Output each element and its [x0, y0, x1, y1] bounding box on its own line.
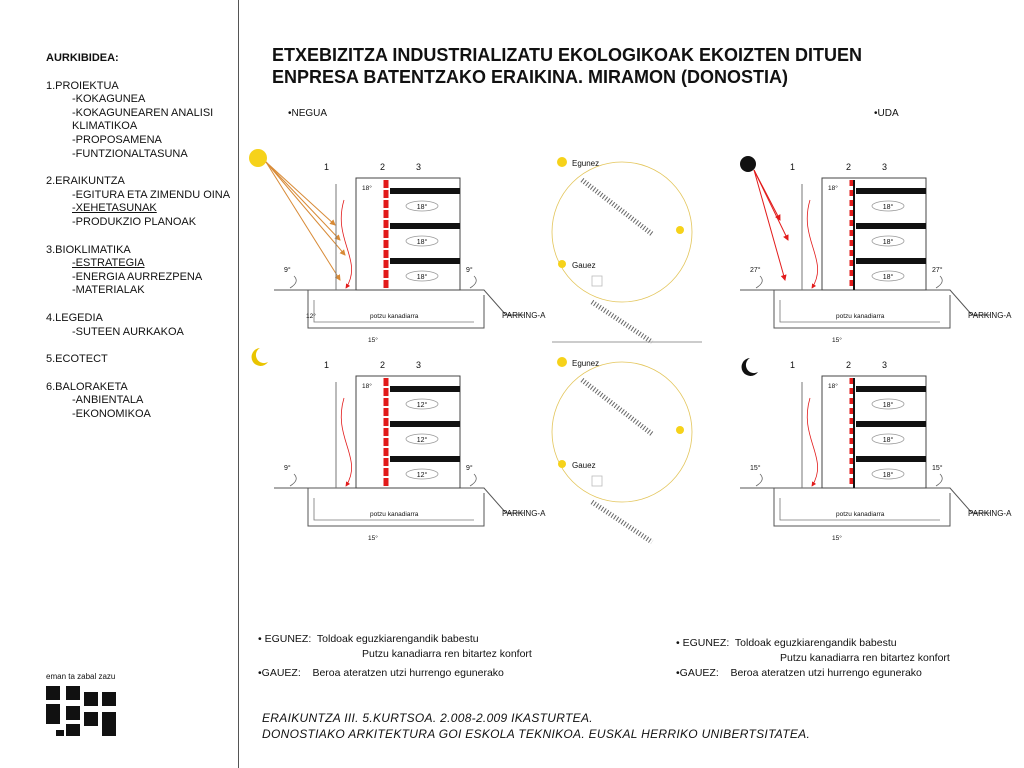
- summer-day-facade-temp: 18°: [828, 185, 838, 192]
- toc-item: -EGITURA ETA ZIMENDU OINA: [72, 188, 231, 201]
- toc-item: -KOKAGUNEA: [72, 93, 146, 106]
- legend-winter-day-text-2: Putzu kanadiarra ren bitartez konfort: [362, 648, 532, 660]
- summer-night-zone-1: 1: [790, 360, 796, 370]
- legend-summer-night-label: •GAUEZ:: [676, 667, 719, 679]
- winter-night-zone-1: 1: [324, 360, 330, 370]
- summer-night-building-section: [740, 360, 1012, 526]
- toc-item: -KOKAGUNEAREN ANALISI: [72, 106, 214, 119]
- winter-day-pool-label: potzu kanadiarra: [370, 313, 419, 320]
- university-logo: [44, 684, 120, 738]
- toc-item: -SUTEEN AURKAKOA: [72, 325, 184, 338]
- winter-ground-temp: 12°: [306, 313, 316, 320]
- floor-slab: [856, 386, 926, 392]
- building-section-mini: [592, 302, 652, 342]
- summer-day-room-temp: 18°: [882, 239, 894, 246]
- legend-winter: [258, 632, 532, 681]
- winter-night-pool-label: potzu kanadiarra: [370, 511, 419, 518]
- sidebar: [0, 0, 238, 768]
- winter-night-zone-2: 2: [380, 360, 386, 370]
- floor-slab: [390, 258, 460, 264]
- sun-arc: [552, 362, 692, 432]
- winter-day-outside-temp-right: 9°: [466, 267, 473, 274]
- toc-section: 1.PROIEKTUA: [46, 79, 119, 92]
- winter-night-outside-temp-left: 9°: [284, 465, 291, 472]
- winter-day-ground-label: 15°: [368, 337, 378, 344]
- season-winter-label: •NEGUA: [288, 108, 328, 119]
- warm-air-flow: [341, 398, 351, 486]
- title-line-1: ETXEBIZITZA INDUSTRIALIZATU EKOLOGIKOAK EKOIZTEN DITUEN: [272, 45, 862, 65]
- winter-day-zone-3: 3: [416, 162, 422, 172]
- air-flow: [936, 474, 942, 486]
- legend-winter-night-text: Beroa ateratzen utzi hurrengo egunerako: [312, 667, 504, 679]
- sun-path-top: [552, 157, 692, 342]
- toc-item: -ESTRATEGIA: [72, 257, 145, 270]
- sun-icon: [558, 460, 566, 468]
- winter-day-facade-temp: 18°: [362, 185, 372, 192]
- summer-day-building-section: [740, 162, 1012, 328]
- winter-night-room-temp: 12°: [416, 437, 428, 444]
- sun-icon: [557, 357, 567, 367]
- summer-night-parking-label: PARKING-A: [968, 509, 1012, 518]
- toc-gap: [46, 339, 230, 353]
- floor-slab: [856, 258, 926, 264]
- summer-night-facade-temp: 18°: [828, 383, 838, 390]
- winter-day-zone-1: 1: [324, 162, 330, 172]
- floor-slab: [390, 223, 460, 229]
- sun-path-bottom: [552, 357, 692, 542]
- floor-slab: [856, 421, 926, 427]
- toc-item: KLIMATIKOA: [72, 120, 138, 133]
- winter-day-room-temp: 18°: [416, 274, 428, 281]
- toc-gap: [46, 421, 230, 435]
- legend-summer: [676, 636, 950, 681]
- air-flow: [936, 276, 942, 288]
- winter-night-building-section: [274, 360, 546, 526]
- sun-ray: [266, 162, 340, 280]
- legend-winter-day-label: • EGUNEZ:: [258, 633, 312, 645]
- logo-caption: eman ta zabal zazu: [46, 672, 116, 681]
- air-flow: [756, 474, 762, 486]
- toc-item: -XEHETASUNAK: [72, 202, 157, 215]
- legend-summer-day-label: • EGUNEZ:: [676, 637, 730, 649]
- toc-section: 2.ERAIKUNTZA: [46, 175, 125, 188]
- warm-air-flow: [807, 398, 817, 486]
- footer-line-2: DONOSTIAKO ARKITEKTURA GOI ESKOLA TEKNIKOA. EUSKAL HERRIKO UNIBERTSITATEA.: [262, 727, 811, 741]
- building-section-mini: [582, 380, 652, 434]
- ground-line: [274, 488, 524, 513]
- building-section-mini: [582, 180, 652, 234]
- legend-summer-night-text: Beroa ateratzen utzi hurrengo egunerako: [730, 667, 922, 679]
- toc-item: -FUNTZIONALTASUNA: [72, 147, 188, 160]
- toc-item: -ANBIENTALA: [72, 394, 144, 407]
- page-title: [272, 44, 1012, 88]
- bioclimatic-diagram: [240, 130, 1020, 560]
- air-flow: [290, 474, 296, 486]
- winter-day-parking-label: PARKING-A: [502, 311, 546, 320]
- winter-night-room-temp: 12°: [416, 402, 428, 409]
- winter-night-ground-label: 15°: [368, 535, 378, 542]
- winter-day-outside-temp-left: 9°: [284, 267, 291, 274]
- sun-path-top-night-label: Gauez: [572, 261, 596, 270]
- floor-slab: [390, 188, 460, 194]
- toc-item: -EKONOMIKOA: [72, 407, 151, 420]
- toc-gap: [46, 298, 230, 312]
- moon-icon: [252, 348, 268, 366]
- toc-heading: AURKIBIDEA:: [46, 52, 119, 64]
- summer-night-room-temp: 18°: [882, 472, 894, 479]
- winter-day-room-temp: 18°: [416, 239, 428, 246]
- summer-night-pool-label: potzu kanadiarra: [836, 511, 885, 518]
- season-summer-label: •UDA: [874, 108, 899, 119]
- sun-path-bottom-night-label: Gauez: [572, 461, 596, 470]
- summer-night-outside-temp-left: 15°: [750, 465, 761, 472]
- vertical-divider: [238, 0, 239, 768]
- summer-day-zone-2: 2: [846, 162, 852, 172]
- toc-gap: [46, 230, 230, 244]
- building-section-mini: [592, 502, 652, 542]
- floor-slab: [390, 386, 460, 392]
- moon-icon-summer: [742, 358, 758, 376]
- title-line-2: ENPRESA BATENTZAKO ERAIKINA. MIRAMON (DONOSTIA): [272, 67, 788, 87]
- summer-day-outside-temp-right: 27°: [932, 267, 943, 274]
- floor-slab: [856, 456, 926, 462]
- summer-night-zone-3: 3: [882, 360, 888, 370]
- toc-section: 6.BALORAKETA: [46, 380, 128, 393]
- air-flow: [470, 276, 476, 288]
- air-flow: [756, 276, 762, 288]
- toc-section: 5.ECOTECT: [46, 353, 108, 366]
- winter-night-room-temp: 12°: [416, 472, 428, 479]
- summer-day-room-temp: 18°: [882, 204, 894, 211]
- winter-day-building-section: [274, 162, 546, 328]
- mini-box: [592, 276, 602, 286]
- toc-section: 3.BIOKLIMATIKA: [46, 243, 131, 256]
- winter-night-zone-3: 3: [416, 360, 422, 370]
- toc-item: -PROPOSAMENA: [72, 133, 162, 146]
- summer-night-outside-temp-right: 15°: [932, 465, 943, 472]
- summer-day-room-temp: 18°: [882, 274, 894, 281]
- floor-slab: [856, 223, 926, 229]
- summer-day-parking-label: PARKING-A: [968, 311, 1012, 320]
- winter-night-outside-temp-right: 9°: [466, 465, 473, 472]
- winter-day-zone-2: 2: [380, 162, 386, 172]
- legend-winter-day-text: Toldoak eguzkiarengandik babestu: [316, 633, 479, 645]
- summer-night-zone-2: 2: [846, 360, 852, 370]
- sun-icon: [676, 226, 684, 234]
- toc-gap: [46, 161, 230, 175]
- legend-summer-day-text: Toldoak eguzkiarengandik babestu: [734, 637, 897, 649]
- ground-line: [274, 290, 524, 315]
- summer-day-ground-label: 15°: [832, 337, 842, 344]
- toc-section: 4.LEGEDIA: [46, 311, 103, 324]
- sun-ray: [266, 162, 345, 255]
- sun-icon: [676, 426, 684, 434]
- toc-item: -PRODUKZIO PLANOAK: [72, 215, 197, 228]
- floor-slab: [390, 421, 460, 427]
- summer-day-pool-label: potzu kanadiarra: [836, 313, 885, 320]
- summer-day-zone-3: 3: [882, 162, 888, 172]
- mini-box: [592, 476, 602, 486]
- sun-icon-summer: [740, 156, 756, 172]
- summer-day-outside-temp-left: 27°: [750, 267, 761, 274]
- sun-icon: [249, 149, 267, 167]
- warm-air-flow: [807, 200, 817, 288]
- toc-gap: [46, 367, 230, 381]
- winter-night-facade-temp: 18°: [362, 383, 372, 390]
- footer-line-1: ERAIKUNTZA III. 5.KURTSOA. 2.008-2.009 IKASTURTEA.: [262, 711, 593, 725]
- sun-icon: [558, 260, 566, 268]
- floor-slab: [856, 188, 926, 194]
- sun-path-bottom-day-label: Egunez: [572, 359, 600, 368]
- summer-day-zone-1: 1: [790, 162, 796, 172]
- sun-icon: [557, 157, 567, 167]
- toc-item: -MATERIALAK: [72, 284, 145, 297]
- winter-day-room-temp: 18°: [416, 204, 428, 211]
- winter-night-parking-label: PARKING-A: [502, 509, 546, 518]
- summer-night-ground-label: 15°: [832, 535, 842, 542]
- toc-item: -ENERGIA AURREZPENA: [72, 270, 203, 283]
- summer-night-room-temp: 18°: [882, 437, 894, 444]
- ground-line: [740, 488, 990, 513]
- sun-arc: [552, 162, 692, 232]
- warm-air-flow: [341, 200, 351, 288]
- air-flow: [290, 276, 296, 288]
- floor-slab: [390, 456, 460, 462]
- summer-night-room-temp: 18°: [882, 402, 894, 409]
- footer: [262, 710, 810, 742]
- table-of-contents: [46, 52, 230, 435]
- ground-line: [740, 290, 990, 315]
- sun-path-top-day-label: Egunez: [572, 159, 600, 168]
- air-flow: [470, 474, 476, 486]
- sun-ray: [266, 162, 340, 240]
- legend-summer-day-text-2: Putzu kanadiarra ren bitartez konfort: [780, 652, 950, 664]
- legend-winter-night-label: •GAUEZ:: [258, 667, 301, 679]
